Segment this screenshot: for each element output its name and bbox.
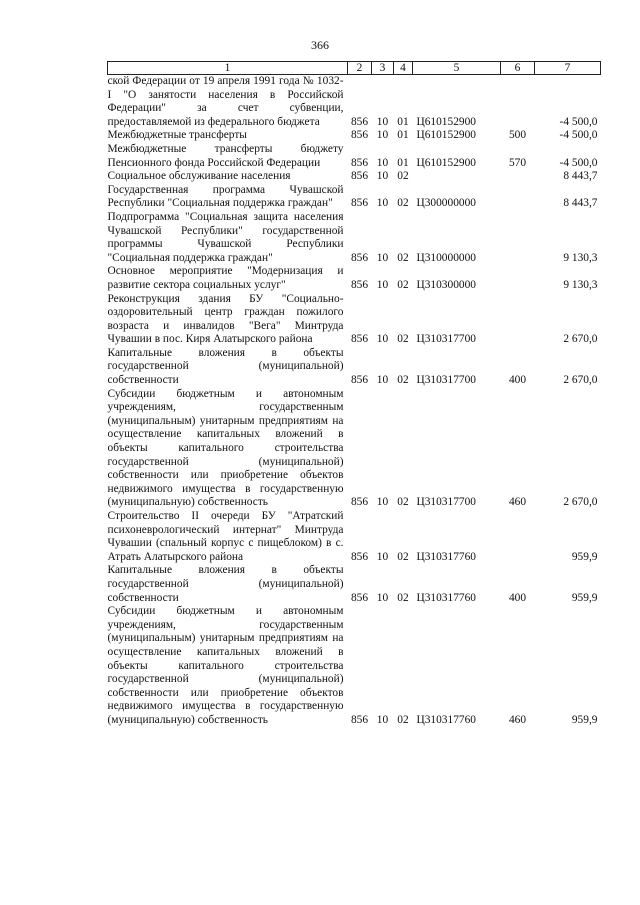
table-row	[108, 143, 601, 170]
row-admin-code: 856	[350, 374, 369, 387]
row-target-article: Ц610152900	[416, 156, 476, 169]
row-admin-code: 856	[350, 550, 369, 563]
row-name: Государственная программа Чувашской Республики "Социальная поддержка граждан"	[107, 183, 344, 210]
row-subsection: 02	[397, 713, 409, 726]
row-amount: 2 670,0	[563, 333, 598, 346]
row-amount: 959,9	[571, 713, 598, 726]
table-row	[108, 129, 601, 143]
row-admin-code: 856	[350, 170, 369, 183]
row-expense-type: 460	[508, 496, 527, 509]
row-target-article: Ц310317700	[416, 374, 476, 387]
row-admin-code: 856	[350, 713, 369, 726]
table-header	[108, 62, 601, 75]
row-amount: -4 500,0	[559, 156, 598, 169]
row-admin-code: 856	[350, 333, 369, 346]
row-section: 10	[376, 115, 389, 128]
table-row	[108, 605, 601, 727]
row-target-article: Ц310317760	[416, 550, 476, 563]
row-section: 10	[376, 496, 389, 509]
row-name: Субсидии бюджетным и автономным учреждениям, государственным (муниципальным) унитарным предприятиям на осуществление капитальных вложений в объекты капитального строительства государственной (муниципальной) собственности или приобретение объектов недвижимого имущества в государственную (муниципальную) собственность	[107, 387, 344, 509]
row-amount: 2 670,0	[563, 496, 598, 509]
row-expense-type	[501, 184, 535, 211]
row-amount: 959,9	[571, 591, 598, 604]
row-target-article: Ц610152900	[416, 115, 476, 128]
row-expense-type: 500	[508, 129, 527, 142]
table-row	[108, 388, 601, 510]
page-number: 366	[311, 38, 329, 52]
row-subsection: 02	[397, 251, 409, 264]
row-subsection: 02	[397, 496, 409, 509]
header-col-1: 1	[108, 62, 348, 75]
row-section: 10	[376, 591, 389, 604]
row-subsection: 02	[397, 278, 409, 291]
row-name: Субсидии бюджетным и автономным учреждениям, государственным (муниципальным) унитарным предприятиям на осуществление капитальных вложений в объекты капитального строительства государственной (муниципальной) собственности или приобретение объектов недвижимого имущества в государственную (муниципальную) собственность	[107, 605, 344, 726]
row-name: Подпрограмма "Социальная защита населения Чувашской Республики" государственной программы Чувашской Республики "Социальная поддержка граждан"	[107, 210, 344, 264]
row-admin-code: 856	[350, 496, 369, 509]
row-admin-code: 856	[350, 129, 369, 142]
header-col-6: 6	[501, 62, 535, 75]
row-admin-code: 856	[350, 197, 369, 210]
row-amount: 8 443,7	[563, 170, 598, 183]
row-target-article	[413, 170, 501, 184]
row-expense-type: 400	[508, 374, 527, 387]
row-subsection: 01	[397, 129, 409, 142]
row-section: 10	[376, 333, 389, 346]
row-expense-type	[501, 293, 535, 347]
table-row	[108, 293, 601, 347]
row-subsection: 01	[397, 156, 409, 169]
table-row	[108, 564, 601, 605]
row-subsection: 02	[397, 591, 409, 604]
row-target-article: Ц310317760	[416, 591, 476, 604]
row-target-article: Ц310317700	[416, 333, 476, 346]
row-section: 10	[376, 374, 389, 387]
budget-table	[107, 61, 601, 728]
row-name: Межбюджетные трансферты	[107, 129, 247, 142]
row-expense-type	[501, 170, 535, 184]
row-target-article: Ц310000000	[416, 251, 476, 264]
row-amount: 9 130,3	[563, 278, 598, 291]
table-row	[108, 75, 601, 130]
row-expense-type: 570	[508, 156, 527, 169]
row-amount: 9 130,3	[563, 251, 598, 264]
row-target-article: Ц310300000	[416, 278, 476, 291]
table-row	[108, 347, 601, 388]
row-admin-code: 856	[350, 115, 369, 128]
header-col-5: 5	[413, 62, 501, 75]
table-row	[108, 170, 601, 184]
row-subsection: 01	[397, 115, 409, 128]
row-section: 10	[376, 129, 389, 142]
row-name: Социальное обслуживание населения	[107, 170, 291, 183]
row-target-article: Ц310317700	[416, 496, 476, 509]
table-row	[108, 510, 601, 564]
row-expense-type	[501, 211, 535, 265]
row-expense-type	[501, 75, 535, 130]
row-expense-type	[501, 510, 535, 564]
row-amount: 959,9	[571, 550, 598, 563]
row-subsection: 02	[397, 374, 409, 387]
row-section: 10	[376, 713, 389, 726]
row-amount: 8 443,7	[563, 197, 598, 210]
table-row	[108, 184, 601, 211]
table-body	[108, 75, 601, 728]
header-row	[108, 62, 601, 75]
row-admin-code: 856	[350, 156, 369, 169]
header-col-2: 2	[348, 62, 372, 75]
row-admin-code: 856	[350, 278, 369, 291]
table-row	[108, 265, 601, 292]
row-subsection: 02	[397, 550, 409, 563]
row-section: 10	[376, 550, 389, 563]
header-col-7: 7	[535, 62, 601, 75]
row-expense-type: 460	[508, 713, 527, 726]
header-col-4: 4	[394, 62, 413, 75]
row-name: ской Федерации от 19 апреля 1991 года № 1032-I "О занятости населения в Российской Федерации" за счет субвенции, предоставляемой из федерального бюджета	[107, 75, 344, 128]
row-amount: -4 500,0	[559, 115, 598, 128]
row-subsection: 02	[397, 170, 409, 183]
row-name: Капитальные вложения в объекты государственной (муниципальной) собственности	[107, 564, 344, 604]
row-name: Основное мероприятие "Модернизация и развитие сектора социальных услуг"	[107, 265, 344, 291]
row-subsection: 02	[397, 197, 409, 210]
row-section: 10	[376, 197, 389, 210]
row-expense-type	[501, 265, 535, 292]
row-name: Строительство II очереди БУ "Атратский психоневрологический интернат" Минтруда Чувашии (спальный корпус с пищеблоком) в с. Атрать Алатырского района	[107, 510, 344, 563]
row-name: Капитальные вложения в объекты государственной (муниципальной) собственности	[107, 346, 344, 387]
row-amount: -4 500,0	[559, 129, 598, 142]
row-section: 10	[376, 170, 389, 183]
row-target-article: Ц300000000	[416, 197, 476, 210]
row-target-article: Ц610152900	[416, 129, 476, 142]
row-name: Межбюджетные трансферты бюджету Пенсионного фонда Российской Федерации	[107, 142, 344, 169]
row-admin-code: 856	[350, 591, 369, 604]
table-row	[108, 211, 601, 265]
row-name: Реконструкция здания БУ "Социально-оздоровительный центр граждан пожилого возраста и инвалидов "Вега" Минтруда Чувашии в пос. Киря Алатырского района	[107, 292, 344, 346]
row-amount: 2 670,0	[563, 374, 598, 387]
header-col-3: 3	[372, 62, 394, 75]
row-section: 10	[376, 156, 389, 169]
row-section: 10	[376, 278, 389, 291]
row-target-article: Ц310317760	[416, 713, 476, 726]
row-subsection: 02	[397, 333, 409, 346]
row-admin-code: 856	[350, 251, 369, 264]
row-section: 10	[376, 251, 389, 264]
row-expense-type: 400	[508, 591, 527, 604]
